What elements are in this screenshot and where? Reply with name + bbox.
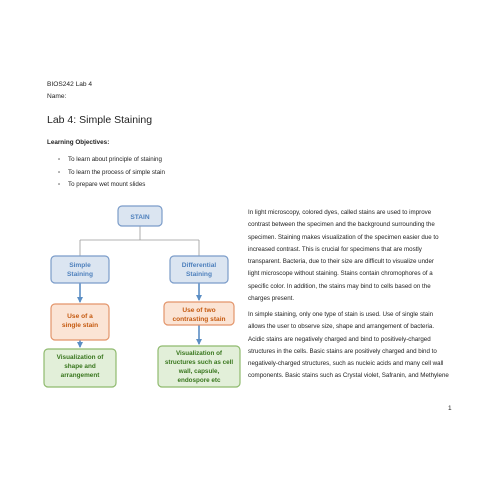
page-title: Lab 4: Simple Staining: [47, 114, 153, 126]
diagram-connectors: [80, 226, 199, 256]
objective-item: ▫ To prepare wet mount slides: [58, 179, 165, 192]
bullet-icon: ▫: [58, 181, 61, 188]
page-number: 1: [448, 405, 452, 412]
name-label: Name:: [47, 93, 67, 100]
node-two-label: Use of two: [182, 307, 216, 314]
node-diff-label: Differential: [181, 262, 217, 269]
bullet-icon: ▫: [58, 156, 61, 163]
bullet-icon: ▫: [58, 168, 61, 176]
node-single-label: single stain: [61, 322, 99, 329]
objective-item: ▫ To learn the process of simple stain: [58, 167, 165, 180]
node-simple-label: Staining: [66, 271, 94, 278]
node-differential-staining: [170, 256, 228, 283]
node-vis-right-label: endospore etc: [177, 377, 221, 384]
node-vis-left-label: Visualization of: [56, 354, 104, 361]
node-vis-right-label: structures such as cell: [164, 359, 234, 366]
objective-item: ▫ To learn about principle of staining: [58, 154, 165, 167]
paragraph-simple-staining: In simple staining, only one type of stain is used. Use of single stain allows the user to observe size, shape and arrangement of bacteria. Acidic stains are negatively charged and bind to positively-charged structures in the cells. Basic stains are positively charged and bind to negatively-charged structures, such as nucleic acids and many cell wall components. Basic stains such as Crystal violet, Safranin, and Methylene: [248, 311, 449, 380]
node-diff-label: Staining: [185, 271, 213, 278]
objectives-heading: Learning Objectives:: [47, 139, 110, 146]
node-simple-label: Simple: [69, 262, 91, 269]
paragraph-light-microscopy: In light microscopy, colored dyes, called stains are used to improve contrast between the specimen and the background surrounding the specimen. Staining makes visualization of the specimen easier due to increased contrast. This is crucial for specimens that are mostly transparent. Bacteria, due to their size are difficult to visualize under light microscope without staining. Stains contain chromophores of a specific color. In addition, the stains may bind to cells based on the charges present.: [248, 209, 439, 303]
node-vis-left-label: shape and: [64, 363, 96, 370]
node-stain-label: STAIN: [130, 214, 150, 221]
node-vis-left-label: arrangement: [60, 372, 100, 379]
node-vis-right-label: wall, capsule,: [178, 368, 220, 375]
course-code: BIOS242 Lab 4: [47, 81, 93, 88]
node-two-label: contrasting stain: [172, 316, 226, 323]
node-simple-staining: [51, 256, 109, 283]
node-vis-right-label: Visualization of: [175, 350, 223, 357]
node-single-label: Use of a: [67, 313, 93, 320]
